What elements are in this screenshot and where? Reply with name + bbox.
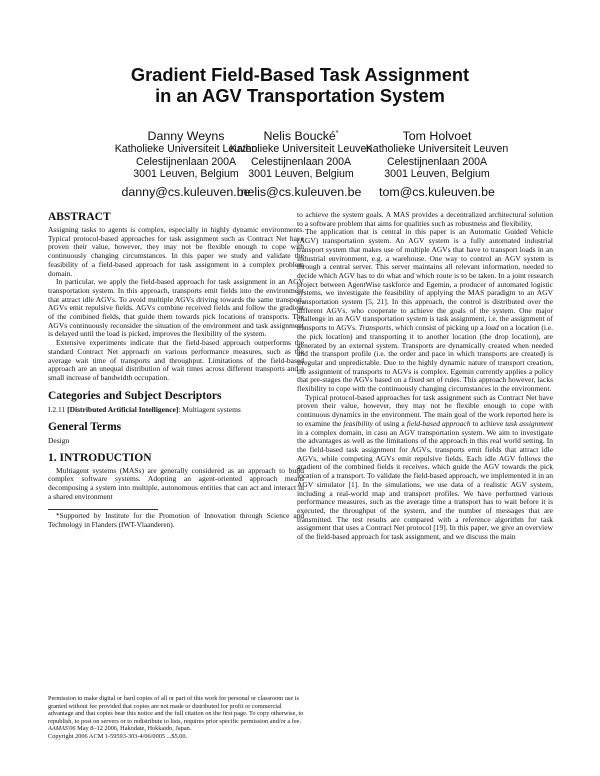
categories-descriptor: I.2.11 [Distributed Artificial Intelligence]: Multiagent systems — [48, 404, 241, 414]
author-block-3 — [352, 127, 522, 199]
author-affiliation: Katholieke Universiteit Leuven — [365, 143, 509, 156]
author-name: Nelis Boucké* — [263, 129, 339, 144]
author-city: 3001 Leuven, Belgium — [133, 168, 239, 181]
left-column — [48, 211, 304, 530]
conference-line: AAMAS'06 May 8–12 2006, Hakodate, Hokkaido, Japan. — [48, 725, 192, 732]
author-affiliation: Katholieke Universiteit Leuven — [114, 143, 258, 156]
abstract-paragraph-1: Assigning tasks to agents is complex, especially in highly dynamic environments. Typical protocol-based approaches for task assignment such as Contract Net have proven their value, however, they may not be flexible enough to cope with continuously changing circumstances. In this paper we study and validate the feasibility of a field-based approach for task assignment in a complex problem domain. — [48, 225, 304, 278]
title-line-1: Gradient Field-Based Task Assignment — [130, 64, 470, 85]
author-affiliation: Katholieke Universiteit Leuven — [229, 143, 373, 156]
right-paragraph-1: The application that is central in this paper is an Automatic Guided Vehicle (AGV) transportation system. An AGV system is a fully automated industrial transport system that makes use of multiple AGVs that have to transport loads in an industrial environment, e.g. a warehouse. One way to control an AGV system is through a central server. This server maintains all relevant information, needed to decide which AGV has to do what and which route is to be taken. In a joint research project between AgentWise taskforce and Egemin, a producer of automated logistic systems, we investigate the feasibility of applying the MAS paradigm to an AGV transportation system [5, 21]. In this approach, the control is distributed over the different AGVs, who cooperate to achieve the goals of the system. One major challenge in an AGV transportation system is task assignment, i.e. the assignment of transports to AGVs. Transports, which consist of picking up a load on a location (i.e. the pick location) and transporting it to another location (the drop location), are generated by an external system. Transports are dynamically created when needed and the transport profile (i.e. the order and pace in which transports are created) is irregular and unpredictable. Due to the highly dynamic nature of transport creation, the assignment of transports to AGVs is complex. Egemin currently applies a policy that pre-stages the AGVs based on a fixed set of rules. This approach however, lacks flexibility to cope with the continuously changing circumstances in the environment. — [297, 227, 554, 394]
author-email: tom@cs.kuleuven.be — [379, 184, 495, 199]
author-address: Celestijnenlaan 200A — [386, 155, 488, 168]
right-column — [297, 211, 553, 542]
permission-text: Permission to make digital or hard copies of all or part of this work for personal or classroom use is granted without fee provided that copies are not made or distributed for profit or commercial advantage and that copies bear this notice and the full citation on the first page. To copy otherwise, to republish, to post on servers or to redistribute to lists, requires prior specific permission and/or a fee. — [48, 695, 304, 725]
author-city: 3001 Leuven, Belgium — [384, 168, 490, 181]
paper-title — [0, 64, 600, 106]
title-line-2: in an AGV Transportation System — [155, 85, 445, 106]
right-paragraph-2: Typical protocol-based approaches for task assignment such as Contract Net have proven their value, however, they may not be flexible enough to cope with continuous dynamics in the environment. The main goal of the work reported here is to examine the feasibility of using a field-based approach to achieve task assignment in a complex domain, in casu an AGV transportation system. We aim to investigate the advantages as well as the limitations of the approach in this real world setting. In the field-based task assignment for AGVs, transports emit fields that attract idle AGVs, while competing AGVs emit repulsive fields. Each idle AGV follows the gradient of the combined fields it receives, which guide the AGV towards the pick location of a transport. To validate the field-based approach, we implemented it in an AGV simulator [1]. In the simulations, we use data of a realistic AGV system, including a real-world map and transport profiles. We have performed various performance measures, such as the average time a transport has to wait before it is executed, the throughput of the system, and the number of messages that are transmitted. The test results are compared with a reference algorithm for task assignment that uses a Contract Net protocol [19]. In this paper, we give an overview of the field-based approach for task assignment, and we discuss the main — [297, 392, 554, 542]
categories-heading: Categories and Subject Descriptors — [48, 389, 222, 402]
footnote: *Supported by Institute for the Promotion of Innovation through Science and Technology in Flanders (IWT-Vlaanderen). — [48, 511, 304, 530]
author-name: Tom Holvoet — [402, 129, 472, 144]
introduction-heading: 1. INTRODUCTION — [48, 451, 152, 464]
abstract-paragraph-3: Extensive experiments indicate that the field-based approach outperforms the standard Contract Net approach on various performance measures, such as the average wait time of transports and throughput. Limitations of the field-based approach are an unequal distribution of wait times across different transports and a small increase of bandwidth occupation. — [48, 338, 304, 382]
author-email: nelis@cs.kuleuven.be — [240, 184, 362, 199]
copyright-line: Copyright 2006 ACM 1-59593-303-4/06/0005 ...$5.00. — [48, 732, 188, 740]
author-city: 3001 Leuven, Belgium — [248, 168, 354, 181]
permission-notice — [48, 695, 304, 740]
author-email: danny@cs.kuleuven.be — [121, 184, 251, 199]
introduction-paragraph-1: Multiagent systems (MASs) are generally considered as an approach to build complex software systems. Adopting an agent-oriented approach means decomposing a system into multiple, autonomous entities that can act and interact in a shared environment — [48, 465, 304, 501]
author-address: Celestijnenlaan 200A — [135, 155, 237, 168]
footnote-rule — [48, 509, 158, 510]
author-address: Celestijnenlaan 200A — [250, 155, 352, 168]
general-terms-text: Design — [48, 435, 70, 445]
abstract-paragraph-2: In particular, we apply the field-based approach for task assignment in an AGV transportation system. In this approach, transports emit fields into the environment that attract idle AGVs. To avoid multiple AGVs driving towards the same transport, AGVs emit repulsive fields. AGVs combine received fields and follow the gradient of the combined fields, that guide them towards pick locations of transports. The AGVs continuously reconsider the situation of the environment and task assignment is delayed until the load is picked, improves the flexibility of the system. — [48, 277, 304, 339]
general-terms-heading: General Terms — [48, 420, 122, 433]
abstract-heading: ABSTRACT — [48, 211, 111, 223]
right-paragraph-0: to achieve the system goals. A MAS provides a decentralized architectural solution to a software problem that aims for qualities such as robustness and flexibility. — [297, 210, 553, 228]
author-name: Danny Weyns — [147, 129, 225, 144]
